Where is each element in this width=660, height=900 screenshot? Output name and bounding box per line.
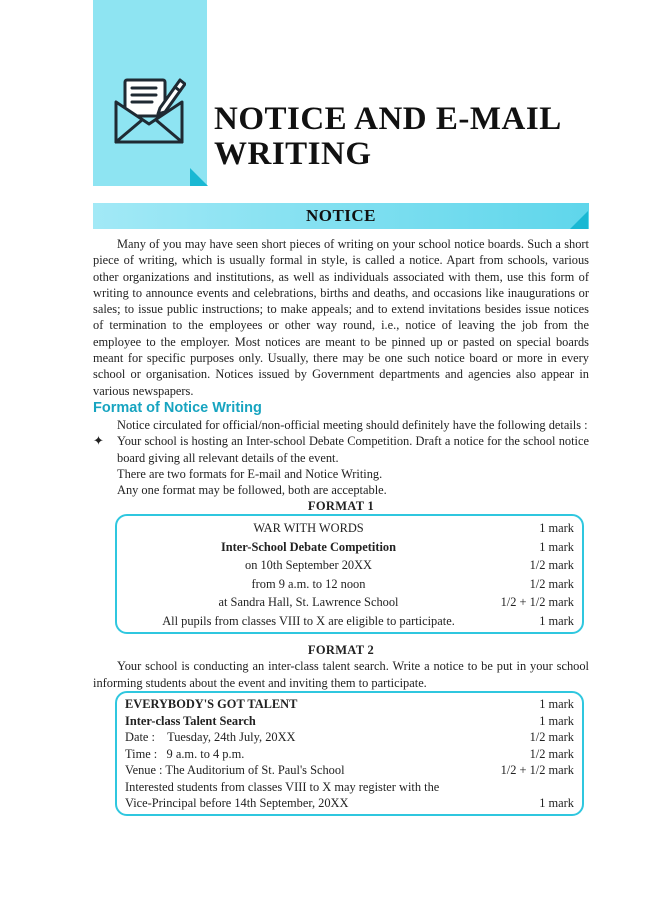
format1-row-text: All pupils from classes VIII to X are eligible to participate. [162,613,455,628]
format2-box [115,691,584,816]
chapter-title-line2: WRITING [214,136,372,172]
format2-row-mark: 1 mark [539,796,574,811]
format1-label: FORMAT 1 [307,499,375,514]
format1-row [125,612,574,631]
format2-row [125,795,574,812]
format-note-2: Any one format may be followed, both are acceptable. [117,483,387,498]
format2-row-mark: 1/2 mark [529,730,574,745]
format2-row [125,729,574,746]
section-title: NOTICE [305,206,377,225]
format1-row [125,519,574,538]
section-bar-corner [570,211,588,229]
format1-row-text: Inter-School Debate Competition [220,539,397,554]
bullet-icon: ✦ [93,433,104,449]
format2-row-mark: 1 mark [539,713,574,728]
format2-row-text: Time : 9 a.m. to 4 p.m. [125,746,245,761]
chapter-title-line1: NOTICE AND E-MAIL [214,101,562,137]
format1-row-mark: 1 mark [539,521,574,536]
format-intro: Notice circulated for official/non-official meeting should definitely have the following details : [117,417,588,432]
format2-row-text: Venue : The Auditorium of St. Paul's School [125,763,345,778]
format-heading: Format of Notice Writing [93,399,262,416]
format2-row [125,762,574,779]
format2-row-text: Vice-Principal before 14th September, 20XX [125,796,349,811]
section-title-bar [93,203,589,229]
task-item [93,433,589,466]
format2-row-text: EVERYBODY'S GOT TALENT [125,697,298,712]
format1-row-mark: 1/2 mark [529,576,574,591]
format1-row-mark: 1 mark [539,539,574,554]
format2-row-text: Inter-class Talent Search [125,713,256,728]
format2-row-mark: 1/2 mark [529,746,574,761]
format2-task: Your school is conducting an inter-class talent search. Write a notice to be put in your school informing students about the event and inviting them to participate. [93,659,589,690]
intro-paragraph: Many of you may have seen short pieces of writing on your school notice boards. Such a short piece of writing, which is usually formal in style, is called a notice. Apart from schools, various other organizations and institutions, as well as individuals associated with them, use this form of writing to announce events and celebrations, births and deaths, and occasions like inaugurations or sales; to issue public instructions; to make appeals; and to extend invitations besides issue notices of termination to the employees or other way round, i.e., notice of leaving the job from the employee to the employer. Most notices are meant to be pinned up or pasted on special boards meant for specific purposes only. Usually, there may be one such notice board or more in every school or organisation. Notices issued by Government departments and agencies also appear in various newspapers. [93,237,589,398]
format1-row-text: WAR WITH WORDS [253,521,364,536]
format2-row [125,713,574,730]
format1-row [125,538,574,557]
format2-row-text: Date : Tuesday, 24th July, 20XX [125,730,296,745]
format1-row-text: from 9 a.m. to 12 noon [251,576,366,591]
task-text: Your school is hosting an Inter-school Debate Competition. Draft a notice for the school notice board giving all relevant details of the event. [117,434,589,465]
format-note-1: There are two formats for E-mail and Notice Writing. [117,466,383,481]
format1-row [125,593,574,612]
format2-row [125,696,574,713]
format1-row [125,575,574,594]
page-content [93,236,589,816]
format1-row-mark: 1/2 mark [529,558,574,573]
format2-row-mark: 1/2 + 1/2 mark [500,763,574,778]
format2-row [125,746,574,763]
format1-row-mark: 1 mark [539,613,574,628]
format1-row-mark: 1/2 + 1/2 mark [500,595,574,610]
format2-row [125,779,574,796]
format2-row-text: Interested students from classes VIII to X may register with the [125,779,440,794]
format1-row [125,556,574,575]
format2-label: FORMAT 2 [307,643,375,658]
format1-box [115,514,584,634]
chapter-title [214,102,562,172]
format1-row-text: on 10th September 20XX [245,558,372,573]
format1-row-text: at Sandra Hall, St. Lawrence School [218,595,399,610]
header-corner-tab [190,168,208,186]
format2-row-mark: 1 mark [539,697,574,712]
envelope-with-pencil-icon [112,72,186,146]
